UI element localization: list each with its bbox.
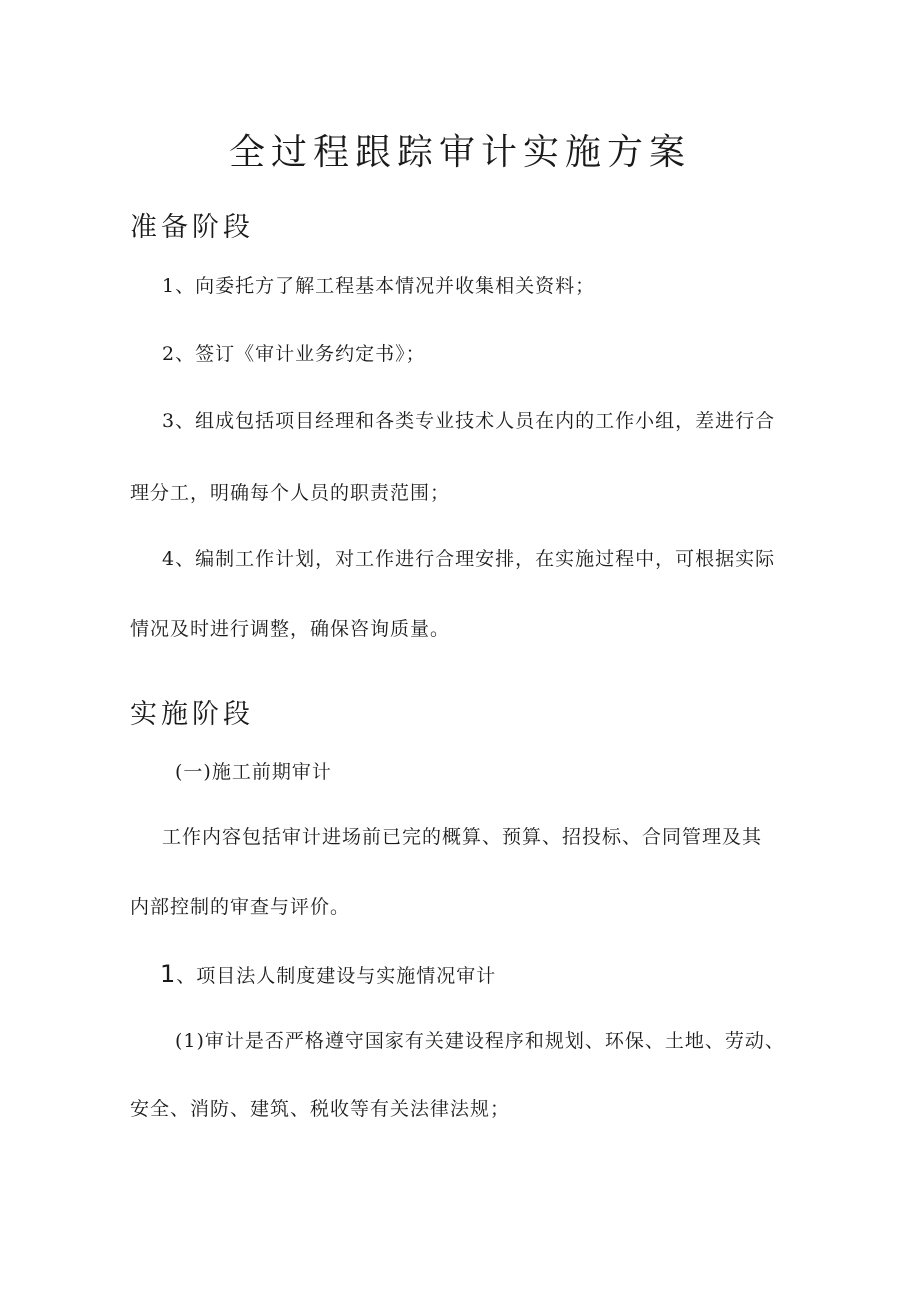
impl-item-1 <box>160 962 496 986</box>
impl-intro-line-1: 工作内容包括审计进场前已完的概算、预算、招投标、合同管理及其 <box>162 826 763 848</box>
impl-item-1-number: 1 <box>160 960 177 988</box>
section-heading-impl: 实施阶段 <box>130 699 254 730</box>
impl-sub-heading: (一)施工前期审计 <box>175 761 332 783</box>
impl-point-1-line-1: (1)审计是否严格遵守国家有关建设程序和规划、环保、土地、劳动、 <box>175 1030 785 1052</box>
prep-item-2: 2、签订《审计业务约定书》； <box>162 343 426 365</box>
prep-item-1: 1、向委托方了解工程基本情况并收集相关资料； <box>162 275 596 297</box>
prep-item-4-line-2: 情况及时进行调整，确保咨询质量。 <box>130 618 451 640</box>
prep-item-3-line-1: 3、组成包括项目经理和各类专业技术人员在内的工作小组，差进行合 <box>162 410 776 432</box>
impl-intro-line-2: 内部控制的审查与评价。 <box>130 896 351 918</box>
prep-item-4-line-1: 4、编制工作计划，对工作进行合理安排，在实施过程中，可根据实际 <box>162 548 776 570</box>
document-title: 全过程跟踪审计实施方案 <box>228 132 691 173</box>
section-heading-prep: 准备阶段 <box>130 212 254 243</box>
prep-item-3-line-2: 理分工，明确每个人员的职责范围； <box>130 482 451 504</box>
impl-point-1-line-2: 安全、消防、建筑、税收等有关法律法规； <box>130 1098 511 1120</box>
impl-item-1-text: 、项目法人制度建设与实施情况审计 <box>176 965 497 987</box>
